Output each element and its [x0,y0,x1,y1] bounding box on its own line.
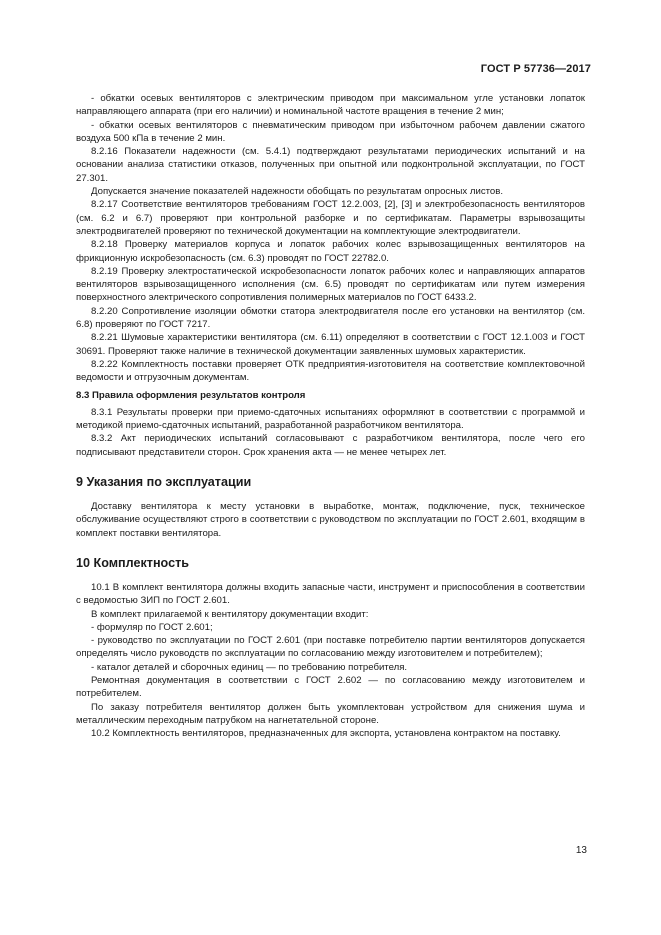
page-number: 13 [575,845,587,856]
paragraph: 10.1 В комплект вентилятора должны входить запасные части, инструмент и приспособления в соответствии с ведомостью ЗИП по ГОСТ 2.601. [76,581,585,607]
paragraph: 8.3.1 Результаты проверки при приемо-сдаточных испытаниях оформляют в соответствии с программой и методикой приемо-сдаточных испытаний, разработанной разработчиком вентилятора. [76,406,585,432]
list-item: - формуляр по ГОСТ 2.601; [91,621,213,633]
list-item: - руководство по эксплуатации по ГОСТ 2.601 (при поставке потребителю партии вентиляторов допускается определять число руководств по эксплуатации по согласованию между изготовителем и потребителем); [76,635,585,660]
subsection-title: 8.3 Правила оформления результатов контроля [76,389,306,401]
paragraph: - обкатки осевых вентиляторов с электрическим приводом при максимальном угле установки лопаток направляющего аппарата (при его наличии) и номинальной частоте вращения в течение 2 мин; [76,93,585,118]
paragraph: По заказу потребителя вентилятор должен быть укомплектован устройством для снижения шума и металлическим переходным патрубком на нагнетательной стороне. [76,701,585,726]
paragraph: 8.2.19 Проверку электростатической искробезопасности лопаток рабочих колес и направляющих аппаратов вентиляторов взрывозащищенного исполнения (см. 6.5) проводят по сертификатам или путем измерения поверхностного электрического сопротивления полимерных материалов по ГОСТ 6433.2. [76,265,585,304]
paragraph: 8.3.2 Акт периодических испытаний согласовывают с разработчиком вентилятора, после чего его подписывают представители сторон. Срок хранения акта — не менее четырех лет. [76,433,585,458]
document-header: ГОСТ Р 57736—2017 [480,63,591,75]
paragraph: 8.2.20 Сопротивление изоляции обмотки статора электродвигателя после его установки на вентилятор (см. 6.8) проверяют по ГОСТ 7217. [76,305,585,331]
paragraph: Доставку вентилятора к месту установки в выработке, монтаж, подключение, пуск, техническое обслуживание осуществляют строго в соответствии с руководством по эксплуатации по ГОСТ 2.601, входящим в комплект поставки вентилятора. [76,501,585,539]
paragraph: 8.2.21 Шумовые характеристики вентилятора (см. 6.11) определяют в соответствии с ГОСТ 12.1.003 и ГОСТ 30691. Проверяют также наличие в технической документации заявленных шумовых характеристик. [76,332,585,357]
paragraph: В комплект прилагаемой к вентилятору документации входит: [91,608,369,620]
paragraph: Ремонтная документация в соответствии с ГОСТ 2.602 — по согласованию между изготовителем и потребителем. [76,674,585,700]
paragraph: 8.2.22 Комплектность поставки проверяет ОТК предприятия-изготовителя на соответствие комплектовочной ведомости и отгрузочным документам. [76,358,585,384]
paragraph: 8.2.17 Соответствие вентиляторов требованиям ГОСТ 12.2.003, [2], [3] и электробезопасность вентиляторов (см. 6.2 и 6.7) проверяют при контрольной разборке и по сертификатам. Параметры взрывозащиты электродвигателей проверяют по технической документации на комплектующие электродвигатели. [76,199,585,237]
section-title: 10 Комплектность [76,555,189,570]
list-item: - каталог деталей и сборочных единиц — по требованию потребителя. [91,661,408,673]
page-content [76,92,585,740]
paragraph: - обкатки осевых вентиляторов с пневматическим приводом при избыточном рабочем давлении сжатого воздуха 500 кПа в течение 2 мин. [76,119,585,144]
paragraph: 10.2 Комплектность вентиляторов, предназначенных для экспорта, установлена контрактом на поставку. [91,728,561,740]
paragraph: 8.2.16 Показатели надежности (см. 5.4.1) подтверждают результатами периодических испытаний и на основании анализа статистики отказов, полученных при опытной или подконтрольной эксплуатации, по ГОСТ 27.301. [76,146,585,184]
paragraph: 8.2.18 Проверку материалов корпуса и лопаток рабочих колес взрывозащищенных вентиляторов на фрикционную искробезопасность (см. 6.3) проводят по ГОСТ 22782.0. [76,239,585,264]
paragraph: Допускается значение показателей надежности обобщать по результатам опросных листов. [91,186,504,198]
section-title: 9 Указания по эксплуатации [76,475,252,490]
